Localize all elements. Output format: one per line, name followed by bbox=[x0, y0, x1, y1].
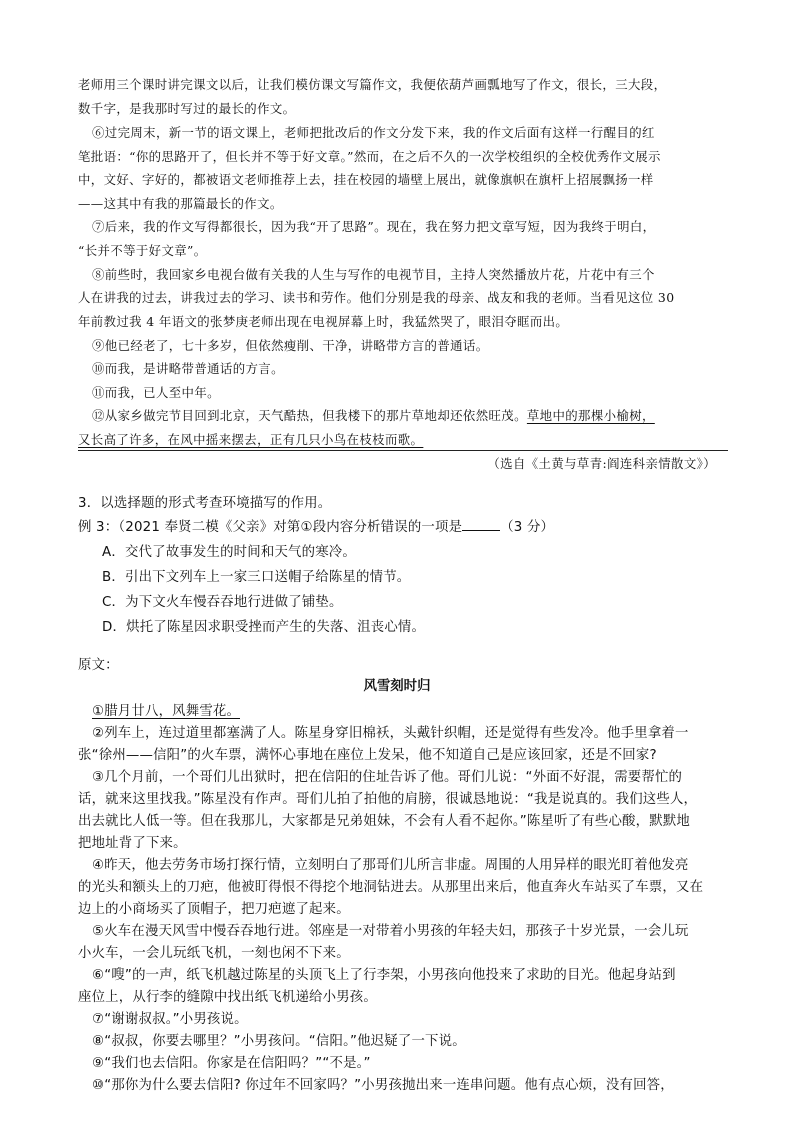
passage-line: 人在讲我的过去，讲我过去的学习、读书和劳作。他们分别是我的母亲、战友和我的老师。当看见这位 30 bbox=[78, 290, 675, 305]
example-score: （3 分） bbox=[500, 520, 555, 535]
option-a: A．交代了故事发生的时间和天气的寒冷。 bbox=[102, 545, 356, 560]
story-line: 边上的小商场买了顶帽子，把刀疤遮了起来。 bbox=[78, 902, 350, 917]
story-line: 把地址背了下来。 bbox=[78, 836, 187, 851]
option-c: C．为下文火车慢吞吞地行进做了铺垫。 bbox=[102, 595, 343, 610]
story-line: 出去就比人低一等。但在我那儿，大家都是兄弟姐妹，不会有人看不起你。”陈星听了有些心酸，默默地 bbox=[78, 814, 691, 829]
story-line: 话，就来这里找我。”陈星没有作声。哥们儿拍了拍他的肩膀，很诚恳地说：“我是说真的。我们这些人， bbox=[78, 792, 698, 807]
option-b: B．引出下文列车上一家三口送帽子给陈星的情节。 bbox=[102, 570, 411, 585]
example-question bbox=[78, 516, 728, 540]
story-paragraph-2: ②列车上，连过道里都塞满了人。陈星身穿旧棉袄，头戴针织帽，还是觉得有些发冷。他手里拿着一 bbox=[92, 726, 689, 741]
story-paragraph-3: ③几个月前，一个哥们儿出狱时，把在信阳的住址告诉了他。哥们儿说：“外面不好混，需要帮忙的 bbox=[92, 770, 683, 785]
story-paragraph-10: ⑩“那你为什么要去信阳? 你过年不回家吗？”小男孩抛出来一连串问题。他有点心烦，没有回答， bbox=[92, 1078, 674, 1093]
answer-blank bbox=[462, 518, 500, 531]
underlined-text: 又长高了许多，在风中摇来摆去，正有几只小鸟在枝枝而歌。 bbox=[78, 432, 424, 447]
passage-paragraph-7: ⑦后来，我的作文写得都很长，因为我“开了思路”。现在，我在努力把文章写短，因为我终于明白， bbox=[92, 219, 656, 234]
passage-paragraph-12 bbox=[92, 404, 728, 428]
story-line: 小火车，一会儿玩纸飞机，一刻也闲不下来。 bbox=[78, 946, 350, 961]
story-line: 张“徐州——信阳”的火车票，满怀心事地在座位上发呆，他不知道自己是应该回家，还是不回家? bbox=[78, 748, 657, 763]
section-divider bbox=[78, 450, 728, 451]
passage-line: 中，文好、字好的，都被语文老师推荐上去，挂在校园的墙壁上展出，就像旗帜在旗杆上招展飘扬一样 bbox=[78, 172, 654, 187]
option-d: D．烘托了陈星因求职受挫而产生的失落、沮丧心情。 bbox=[102, 620, 426, 635]
passage-paragraph-6: ⑥过完周末，新一节的语文课上，老师把批改后的作文分发下来，我的作文后面有这样一行醒目的红 bbox=[92, 125, 655, 140]
story-title: 风雪刻时归 bbox=[363, 679, 431, 694]
story-paragraph-8: ⑧“叔叔，你要去哪里？”小男孩问。“信阳。”他迟疑了一下说。 bbox=[92, 1034, 466, 1049]
passage-paragraph-9: ⑨他已经老了，七十多岁，但依然瘦削、干净，讲略带方言的普通话。 bbox=[92, 338, 489, 353]
story-paragraph-1: ①腊月廿八，风舞雪花。 bbox=[92, 704, 241, 719]
story-paragraph-5: ⑤火车在漫天风雪中慢吞吞地行进。邻座是一对带着小男孩的年轻夫妇，那孩子十岁光景，一会儿玩 bbox=[92, 924, 689, 939]
underlined-text: 草地中的那棵小榆树， bbox=[526, 408, 655, 423]
passage-line: 数千字，是我那时写过的最长的作文。 bbox=[78, 101, 296, 116]
story-paragraph-4: ④昨天，他去劳务市场打探行情，立刻明白了那哥们儿所言非虚。周围的人用异样的眼光盯着他发亮 bbox=[92, 858, 689, 873]
passage-text: ⑫从家乡做完节目回到北京，天气酷热，但我楼下的那片草地却还依然旺茂。 bbox=[92, 408, 527, 423]
passage-line: “长并不等于好文章”。 bbox=[78, 243, 207, 258]
story-paragraph-9: ⑨“我们也去信阳。你家是在信阳吗？”“不是。” bbox=[92, 1056, 371, 1071]
passage-line: ——这其中有我的那篇最长的作文。 bbox=[78, 196, 283, 211]
passage-paragraph-10: ⑩而我，是讲略带普通话的方言。 bbox=[92, 361, 284, 376]
passage-source: （选自《土黄与草青:阎连科亲情散文》） bbox=[487, 456, 716, 471]
original-label: 原文： bbox=[78, 658, 119, 673]
story-line: 的光头和额头上的刀疤，他被盯得恨不得挖个地洞钻进去。从那里出来后，他直奔火车站买了车票，又在 bbox=[78, 880, 704, 895]
passage-paragraph-8: ⑧前些时，我回家乡电视台做有关我的人生与写作的电视节目，主持人突然播放片花，片花中有三个 bbox=[92, 267, 655, 282]
passage-paragraph-11: ⑪而我，已人至中年。 bbox=[92, 385, 220, 400]
passage-line: 年前教过我 4 年语文的张梦庚老师出现在电视屏幕上时，我猛然哭了，眼泪夺眶而出。 bbox=[78, 314, 569, 329]
story-line: 座位上，从行李的缝隙中找出纸飞机递给小男孩。 bbox=[78, 990, 377, 1005]
section-heading: 3．以选择题的形式考查环境描写的作用。 bbox=[78, 496, 332, 511]
example-question-text: 例 3：（2021 奉贤二模《父亲》对第①段内容分析错误的一项是 bbox=[78, 520, 463, 535]
passage-line: 老师用三个课时讲完课文以后，让我们模仿课文写篇作文，我便依葫芦画瓢地写了作文，很长，三大段， bbox=[78, 77, 667, 92]
passage-line: 笔批语：“你的思路开了，但长并不等于好文章。”然而，在之后不久的一次学校组织的全校优秀作文展示 bbox=[78, 149, 661, 164]
story-paragraph-7: ⑦“谢谢叔叔。”小男孩说。 bbox=[92, 1012, 248, 1027]
story-paragraph-6: ⑥“嗖”的一声，纸飞机越过陈星的头顶飞上了行李架，小男孩向他投来了求助的目光。他起身站到 bbox=[92, 968, 676, 983]
